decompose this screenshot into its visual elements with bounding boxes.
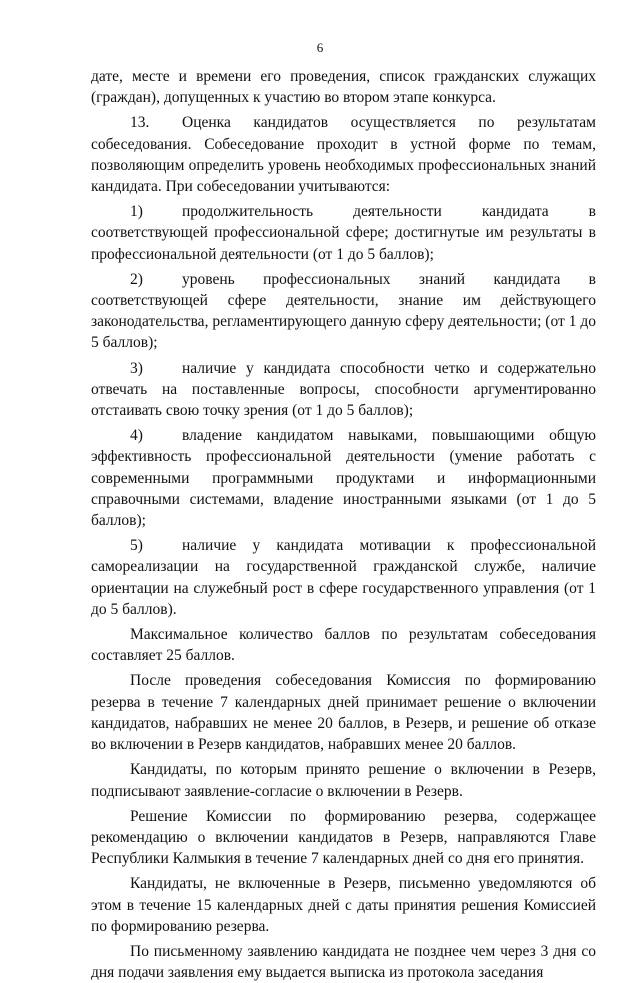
paragraph-13	[91, 112, 596, 197]
list-item-text: владение кандидатом навыками, повышающими общую эффективность профессиональной деятельности (умение работать с современными программными продуктами и информационными справочными системами, владение иностранными языками (от 1 до 5 баллов);	[91, 427, 596, 530]
paragraph-text: Решение Комиссии по формированию резерва, содержащее рекомендацию о включении кандидатов в Резерв, направляются Главе Республики Калмыкия в течение 7 календарных дней со дня его принятия.	[91, 807, 596, 868]
list-item-text: уровень профессиональных знаний кандидата в соответствующей сфере деятельности, знание им действующего законодательства, регламентирующего данную сферу деятельности; (от 1 до 5 баллов);	[91, 270, 596, 352]
paragraph-text: Оценка кандидатов осуществляется по результатам собеседования. Собеседование проходит в устной форме по темам, позволяющим определить уровень необходимых профессиональных знаний кандидата. При собеседовании учитываются:	[91, 114, 596, 196]
paragraph-text: Максимальное количество баллов по результатам собеседования составляет 25 баллов.	[91, 626, 596, 665]
paragraph-text: Кандидаты, не включенные в Резерв, письменно уведомляются об этом в течение 15 календарных дней с даты принятия решения Комиссией по формированию резерва.	[91, 875, 596, 935]
paragraph-recommendation	[91, 806, 596, 870]
list-item-number: 5)	[130, 537, 143, 555]
list-item-number: 4)	[130, 427, 143, 445]
paragraph-protocol-extract	[91, 941, 596, 983]
list-item-number: 2)	[130, 270, 143, 288]
list-item-5	[91, 535, 596, 620]
paragraph-text: Кандидаты, по которым принято решение о включении в Резерв, подписывают заявление-согласие о включении в Резерв.	[91, 761, 596, 800]
list-item-1	[91, 201, 596, 265]
page-number: 6	[316, 40, 324, 55]
paragraph-continuation	[91, 66, 596, 108]
paragraph-text: дате, месте и времени его проведения, список гражданских служащих (граждан), допущенных к участию во втором этапе конкурса.	[91, 68, 596, 107]
paragraph-text: По письменному заявлению кандидата не позднее чем через 3 дня со дня подачи заявления ему выдается выписка из протокола заседания	[91, 942, 596, 982]
list-item-number: 3)	[130, 359, 143, 377]
paragraph-max-score	[91, 624, 596, 666]
list-item-2	[91, 269, 596, 354]
list-item-4	[91, 425, 596, 531]
list-item-3	[91, 358, 596, 422]
list-item-number: 1)	[130, 203, 143, 221]
document-body	[91, 66, 596, 983]
paragraph-notification	[91, 873, 596, 937]
paragraph-commission-decision	[91, 670, 596, 755]
paragraph-text: После проведения собеседования Комиссия по формированию резерва в течение 7 календарных дней принимает решение о включении кандидатов, набравших не менее 20 баллов, в Резерв, и решение об отказе во включении в Резерв кандидатов, набравших менее 20 баллов.	[91, 672, 596, 754]
list-item-text: продолжительность деятельности кандидата в соответствующей профессиональной сфере; достигнутые им результаты в профессиональной деятельности (от 1 до 5 баллов);	[91, 203, 596, 263]
list-item-text: наличие у кандидата способности четко и содержательно отвечать на поставленные вопросы, способности аргументированно отстаивать свою точку зрения (от 1 до 5 баллов);	[91, 359, 596, 420]
list-item-text: наличие у кандидата мотивации к профессиональной самореализации на государственной гражданской службе, наличие ориентации на служебный рост в сфере государственного управления (от 1 до 5 баллов).	[91, 537, 596, 618]
paragraph-consent	[91, 759, 596, 801]
paragraph-number: 13.	[130, 114, 150, 132]
